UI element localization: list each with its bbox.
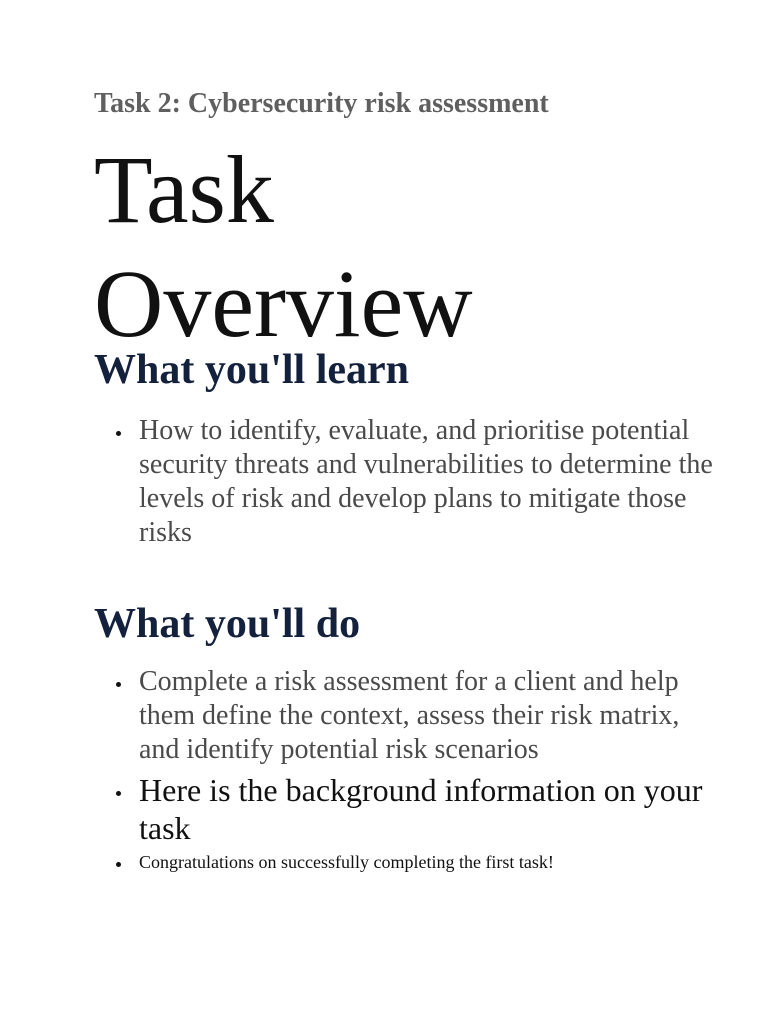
list-item-text: Congratulations on successfully completing the first task! [139, 852, 554, 872]
bullet-icon [116, 862, 121, 867]
list-item [94, 771, 714, 847]
list-item [94, 665, 714, 767]
bullet-icon [116, 431, 121, 436]
page-title-line-2: Overview [94, 250, 473, 357]
page-title-line-1: Task [94, 136, 274, 243]
learn-list [94, 414, 714, 550]
bullet-icon [116, 791, 121, 796]
list-item-text: Here is the background information on your task [139, 772, 703, 846]
list-item-text: Complete a risk assessment for a client and help them define the context, assess their risk matrix, and identify potential risk scenarios [139, 666, 680, 765]
do-heading: What you'll do [94, 601, 361, 647]
list-item [94, 851, 714, 873]
do-list [94, 665, 714, 873]
learn-heading: What you'll learn [94, 347, 410, 393]
task-label: Task 2: Cybersecurity risk assessment [94, 88, 549, 119]
bullet-icon [116, 682, 121, 687]
page-title [94, 133, 473, 361]
list-item-text: How to identify, evaluate, and prioritise potential security threats and vulnerabilities to determine the levels of risk and develop plans to mitigate those risks [139, 415, 713, 548]
list-item [94, 414, 714, 550]
